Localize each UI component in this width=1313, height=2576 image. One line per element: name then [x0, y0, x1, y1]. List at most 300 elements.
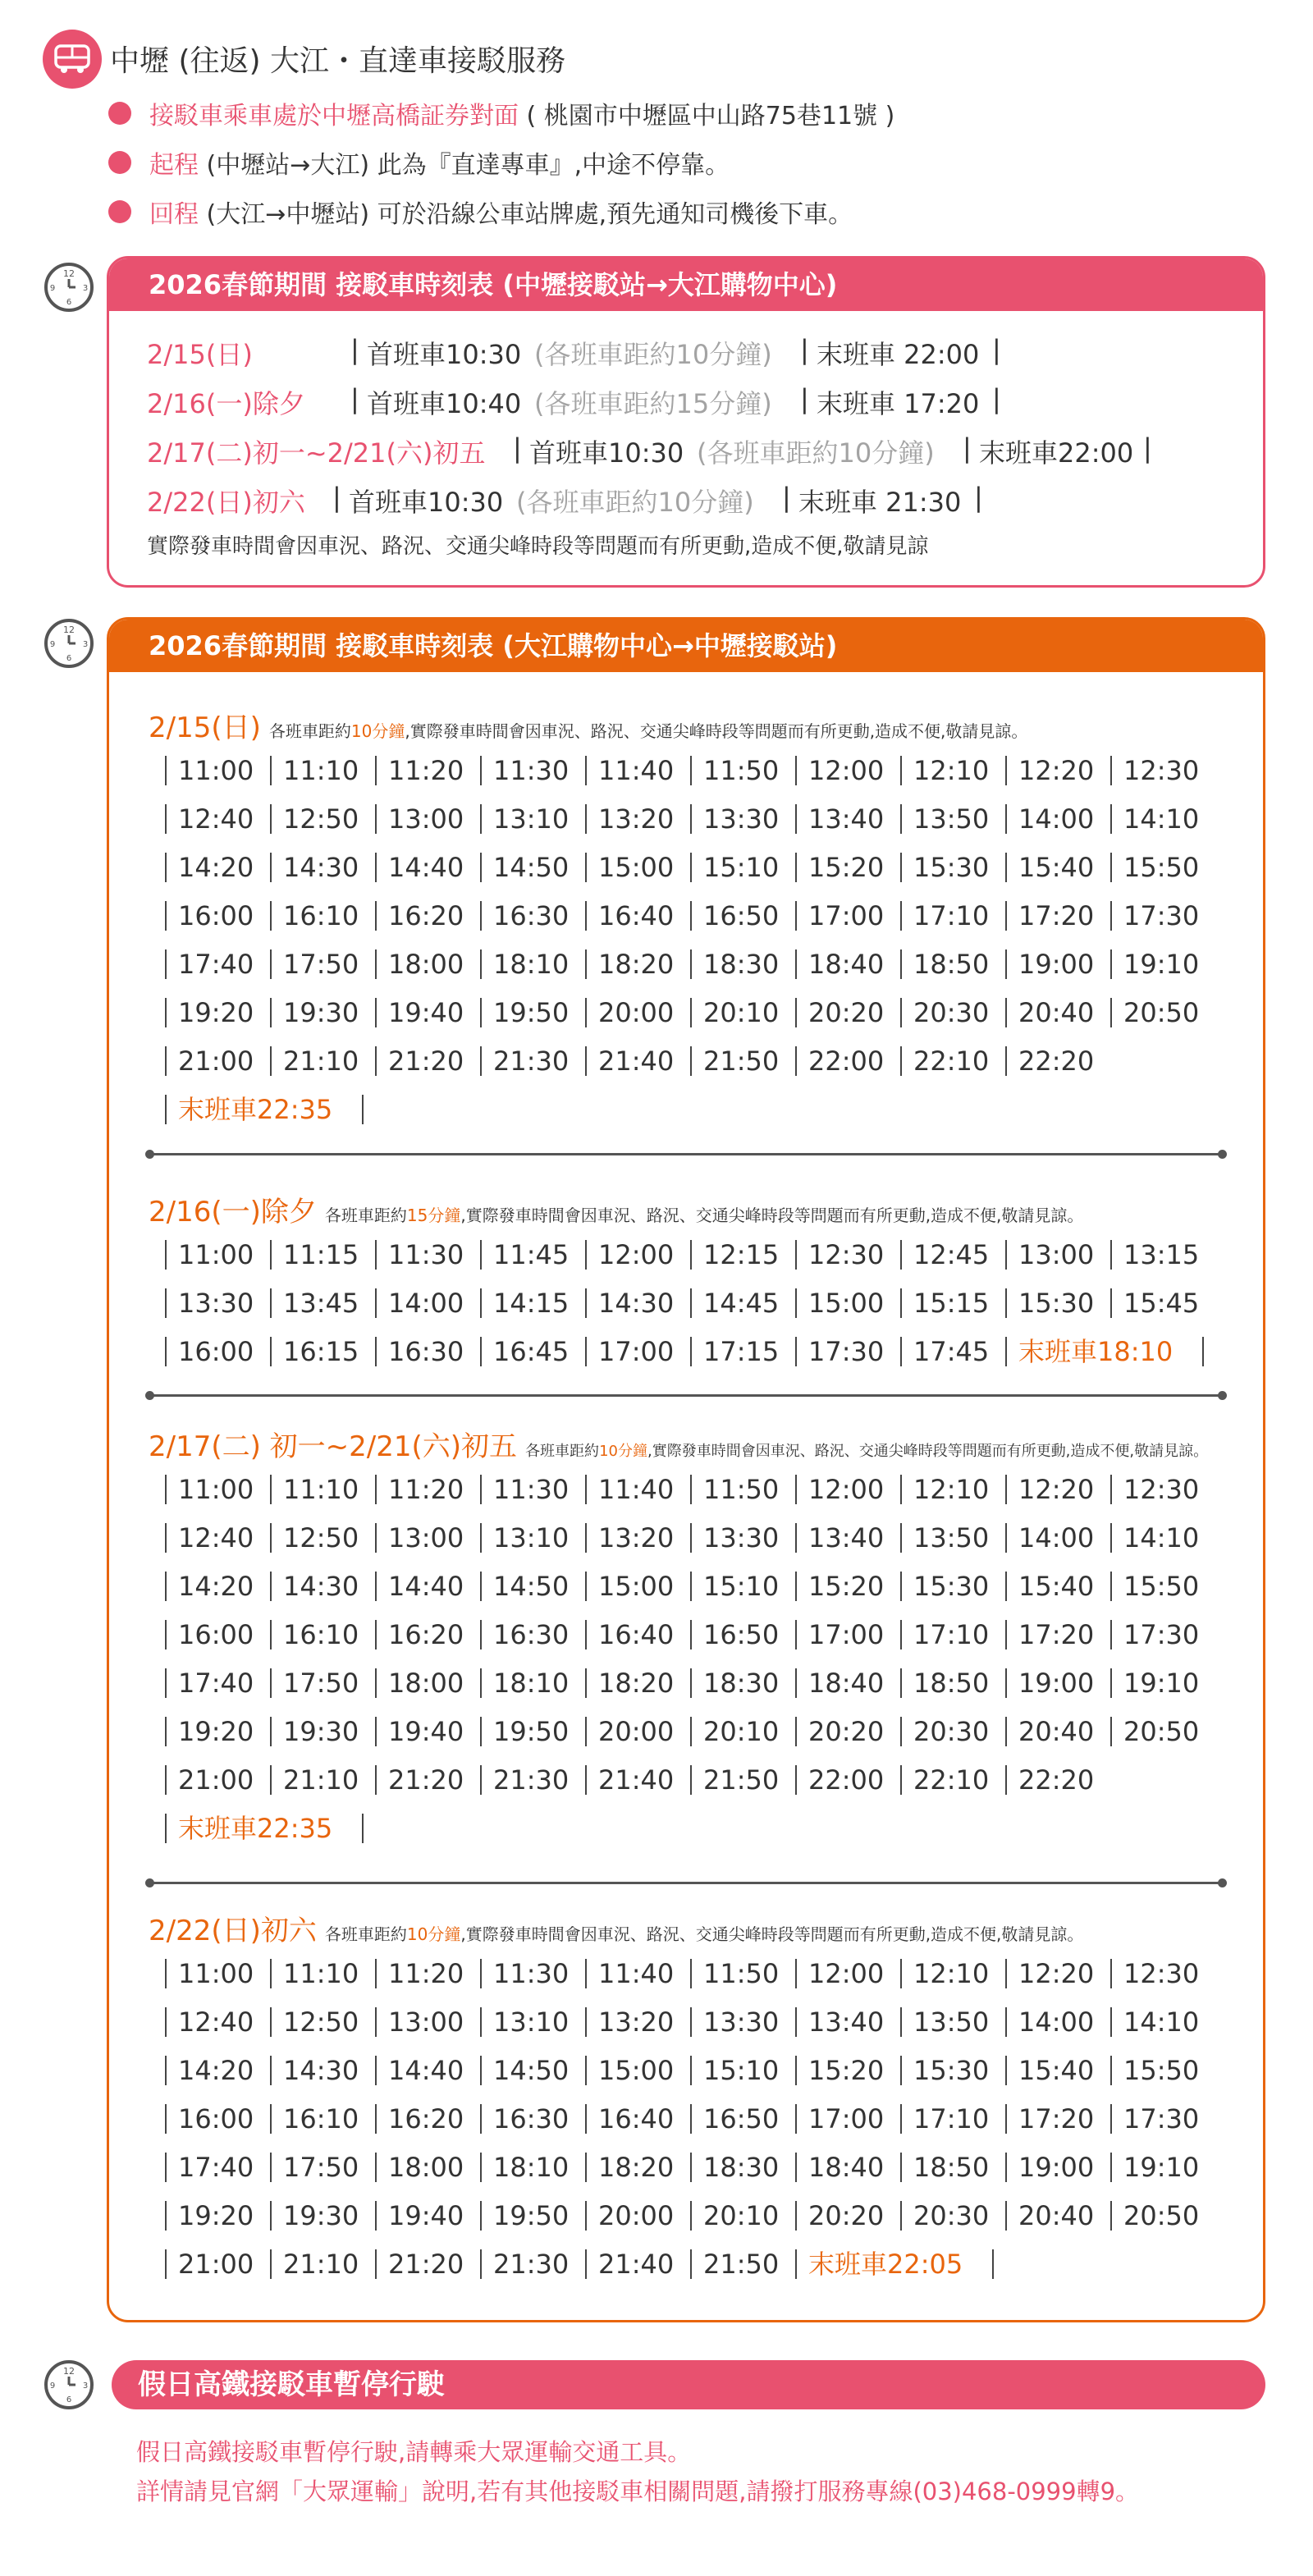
time-row: [149, 2240, 1232, 2288]
last-bus-cell: [165, 1810, 333, 1846]
departure-cell: [585, 2101, 690, 2137]
departure-time: 16:00: [178, 2103, 254, 2134]
day-header: [149, 1908, 1232, 1949]
departure-cell: [795, 1714, 900, 1750]
cell-separator: [900, 853, 902, 882]
cell-separator: [585, 998, 587, 1027]
cell-separator: [165, 2249, 167, 2279]
time-row: [149, 1085, 1232, 1133]
bullet-dot: [108, 200, 131, 223]
cell-separator: [480, 1523, 482, 1553]
departure-cell: [795, 1285, 900, 1321]
cell-separator: [480, 2104, 482, 2134]
cell-separator: [795, 1288, 797, 1318]
departure-time: 21:20: [388, 1764, 464, 1796]
cell-separator: [690, 2249, 692, 2279]
departure-time: 21:20: [388, 1045, 464, 1077]
cell-separator: [362, 1814, 364, 1843]
departure-cell: [480, 946, 585, 982]
day-block-0215: [149, 705, 1232, 1133]
cell-separator: [1005, 2104, 1007, 2134]
departure-cell: [1005, 946, 1110, 982]
departure-cell: [900, 753, 1005, 789]
departure-time: 16:30: [493, 2103, 570, 2134]
departure-time: 18:20: [598, 949, 675, 980]
departure-time: 12:30: [808, 1239, 885, 1270]
departure-time: 13:00: [388, 2006, 464, 2038]
time-row: [149, 2191, 1232, 2240]
departure-time: 16:30: [493, 900, 570, 931]
departure-time: 12:10: [913, 1958, 990, 1989]
cell-separator: [375, 1475, 377, 1504]
departure-time: 20:10: [703, 1716, 780, 1747]
departure-cell: [375, 1520, 480, 1556]
departure-cell: [165, 995, 270, 1031]
last-bus-time: 末班車22:35: [178, 1094, 333, 1125]
departure-cell: [585, 1568, 690, 1604]
cell-separator: [270, 1959, 272, 1988]
cell-separator: [690, 1668, 692, 1698]
cell-separator: [375, 853, 377, 882]
departure-time: 17:40: [178, 949, 254, 980]
departure-cell: [1005, 849, 1110, 885]
departure-cell: [375, 898, 480, 934]
departure-time: 11:10: [283, 1958, 359, 1989]
time-grid: [149, 746, 1232, 1133]
cell-separator: [480, 1475, 482, 1504]
departure-cell: [270, 1665, 375, 1701]
cell-separator: [165, 756, 167, 785]
cell-separator: [270, 998, 272, 1027]
departure-cell: [690, 1237, 795, 1273]
departure-time: 22:10: [913, 1045, 990, 1077]
departure-cell: [165, 2149, 270, 2185]
departure-time: 19:00: [1018, 1668, 1095, 1699]
cell-separator: [690, 1046, 692, 1076]
departure-cell: [795, 2198, 900, 2234]
cell-separator: [585, 1523, 587, 1553]
schedule-date: 2/15(日): [147, 339, 253, 370]
cell-separator: [585, 1288, 587, 1318]
cell-separator: [165, 2007, 167, 2037]
cell-separator: [900, 804, 902, 834]
schedule-date: 2/17(二)初一~2/21(六)初五: [147, 437, 486, 469]
schedule-note: 實際發車時間會因車況、路況、交通尖峰時段等問題而有所更動,造成不便,敬請見諒: [147, 534, 929, 559]
departure-cell: [690, 946, 795, 982]
time-row: [149, 1230, 1232, 1279]
cell-separator: [480, 1240, 482, 1270]
cell-separator: [270, 2007, 272, 2037]
departure-cell: [795, 1043, 900, 1079]
departure-time: 12:00: [808, 1474, 885, 1505]
departure-cell: [1110, 1617, 1215, 1653]
departure-time: 14:15: [493, 1288, 570, 1319]
svg-text:12: 12: [63, 625, 75, 635]
cell-separator: [690, 2153, 692, 2182]
cell-separator: [1110, 853, 1112, 882]
cell-separator: [690, 2201, 692, 2231]
cell-separator: [1110, 1668, 1112, 1698]
departure-time: 16:30: [388, 1336, 464, 1367]
departure-cell: [375, 2198, 480, 2234]
departure-cell: [375, 2052, 480, 2089]
departure-time: 15:20: [808, 852, 885, 883]
departure-time: 17:50: [283, 2152, 359, 2183]
departure-time: 15:20: [808, 2055, 885, 2086]
departure-time: 13:30: [178, 1288, 254, 1319]
departure-cell: [690, 1762, 795, 1798]
cell-separator: [690, 756, 692, 785]
departure-time: 14:00: [388, 1288, 464, 1319]
departure-cell: [900, 2149, 1005, 2185]
departure-time: 16:20: [388, 1619, 464, 1650]
departure-cell: [585, 1471, 690, 1508]
departure-cell: [795, 753, 900, 789]
cell-separator: [165, 1572, 167, 1601]
last-bus-time: 末班車18:10: [1018, 1336, 1173, 1367]
departure-cell: [585, 1714, 690, 1750]
info-detail: ( 桃園市中壢區中山路75巷11號 ): [519, 102, 895, 130]
departure-cell: [165, 1617, 270, 1653]
cell-separator: [1110, 1475, 1112, 1504]
cell-separator: [270, 1046, 272, 1076]
departure-cell: [900, 1471, 1005, 1508]
departure-time: 12:10: [913, 1474, 990, 1505]
departure-cell: [1005, 1568, 1110, 1604]
departure-cell: [480, 2246, 585, 2282]
departure-cell: [165, 1237, 270, 1273]
cell-separator: [375, 1717, 377, 1746]
departure-time: 20:20: [808, 1716, 885, 1747]
departure-cell: [165, 2004, 270, 2040]
cell-separator: [480, 1572, 482, 1601]
day-divider: [149, 1394, 1224, 1397]
hsr-shuttle-suspended-title: 假日高鐵接駁車暫停行駛: [112, 2360, 1265, 2409]
departure-time: 19:40: [388, 1716, 464, 1747]
departure-cell: [795, 1471, 900, 1508]
departure-time: 15:40: [1018, 2055, 1095, 2086]
cell-separator: [900, 2104, 902, 2134]
row-separator: |: [992, 383, 1001, 414]
note-prefix: 各班車距約: [324, 1924, 407, 1944]
cell-separator: [690, 2056, 692, 2085]
departure-time: 17:10: [913, 2103, 990, 2134]
departure-time: 18:10: [493, 2152, 570, 2183]
cell-separator: [690, 998, 692, 1027]
cell-separator: [585, 901, 587, 931]
departure-cell: [690, 1334, 795, 1370]
departure-cell: [690, 2052, 795, 2089]
clock-icon: [43, 2359, 95, 2411]
departure-time: 18:50: [913, 2152, 990, 2183]
departure-cell: [900, 1617, 1005, 1653]
departure-cell: [795, 1568, 900, 1604]
departure-cell: [480, 1520, 585, 1556]
departure-time: 13:30: [703, 803, 780, 835]
cell-separator: [165, 1959, 167, 1988]
departure-time: 11:20: [388, 1958, 464, 1989]
departure-time: 19:10: [1123, 949, 1200, 980]
cell-separator: [480, 901, 482, 931]
departure-cell: [585, 801, 690, 837]
departure-time: 11:00: [178, 1474, 254, 1505]
cell-separator: [900, 1717, 902, 1746]
cell-separator: [900, 2153, 902, 2182]
cell-separator: [375, 998, 377, 1027]
departure-cell: [1005, 2101, 1110, 2137]
departure-time: 19:20: [178, 2200, 254, 2231]
departure-cell: [690, 2004, 795, 2040]
departure-cell: [690, 2101, 795, 2137]
departure-time: 16:10: [283, 2103, 359, 2134]
cell-separator: [270, 756, 272, 785]
cell-separator: [1110, 2007, 1112, 2037]
time-row: [149, 1997, 1232, 2046]
departure-cell: [480, 1043, 585, 1079]
departure-time: 20:50: [1123, 2200, 1200, 2231]
departure-cell: [375, 1568, 480, 1604]
departure-time: 16:10: [283, 1619, 359, 1650]
info-emphasis: 接駁車乘車處於中壢高橋証券對面: [149, 102, 519, 130]
cell-separator: [375, 2201, 377, 2231]
departure-time: 13:10: [493, 1522, 570, 1553]
departure-cell: [165, 946, 270, 982]
cell-separator: [480, 1959, 482, 1988]
cell-separator: [795, 1475, 797, 1504]
departure-cell: [900, 995, 1005, 1031]
cell-separator: [165, 1288, 167, 1318]
cell-separator: [480, 1288, 482, 1318]
cell-separator: [165, 998, 167, 1027]
day-note: [325, 1924, 1084, 1944]
departure-cell: [375, 995, 480, 1031]
cell-separator: [795, 901, 797, 931]
cell-separator: [690, 1523, 692, 1553]
cell-separator: [585, 1337, 587, 1366]
departure-cell: [690, 1617, 795, 1653]
cell-separator: [1005, 901, 1007, 931]
cell-separator: [1110, 2056, 1112, 2085]
departure-time: 12:50: [283, 2006, 359, 2038]
cell-separator: [585, 1046, 587, 1076]
departure-time: 11:45: [493, 1239, 570, 1270]
departure-time: 20:40: [1018, 997, 1095, 1028]
departure-time: 12:50: [283, 803, 359, 835]
time-grid: [149, 1949, 1232, 2288]
departure-time: 12:45: [913, 1239, 990, 1270]
departure-cell: [165, 2246, 270, 2282]
info-item-pickup: [108, 92, 1274, 141]
cell-separator: [270, 1620, 272, 1649]
cell-separator: [480, 1337, 482, 1366]
cell-separator: [900, 1620, 902, 1649]
cell-separator: [375, 2056, 377, 2085]
departure-time: 11:50: [703, 1474, 780, 1505]
row-separator: |: [992, 334, 1001, 365]
time-row: [149, 794, 1232, 843]
departure-cell: [795, 849, 900, 885]
departure-cell: [480, 995, 585, 1031]
departure-time: 15:15: [913, 1288, 990, 1319]
departure-cell: [165, 1956, 270, 1992]
departure-time: 16:10: [283, 900, 359, 931]
departure-cell: [165, 1471, 270, 1508]
departure-cell: [1005, 2149, 1110, 2185]
departure-time: 21:00: [178, 2249, 254, 2280]
departure-cell: [480, 2149, 585, 2185]
departure-time: 18:30: [703, 1668, 780, 1699]
departure-cell: [165, 2052, 270, 2089]
departure-cell: [165, 753, 270, 789]
departure-cell: [375, 1285, 480, 1321]
departure-time: 16:30: [493, 1619, 570, 1650]
cell-separator: [900, 1475, 902, 1504]
departure-cell: [480, 1665, 585, 1701]
note-suffix: ,實際發車時間會因車況、路況、交通尖峰時段等問題而有所更動,造成不便,敬請見諒。: [405, 721, 1028, 741]
departure-cell: [900, 1956, 1005, 1992]
cell-separator: [690, 1765, 692, 1795]
departure-cell: [900, 1285, 1005, 1321]
departure-cell: [1005, 753, 1110, 789]
last-bus-time: 末班車22:05: [808, 2249, 963, 2280]
bus-interval: (各班車距約15分鐘): [534, 388, 772, 419]
departure-time: 14:50: [493, 2055, 570, 2086]
cell-separator: [165, 1475, 167, 1504]
cell-separator: [690, 1717, 692, 1746]
departure-time: 13:00: [388, 803, 464, 835]
cell-separator: [900, 2056, 902, 2085]
departure-time: 14:30: [283, 2055, 359, 2086]
cell-separator: [992, 2249, 994, 2279]
departure-time: 15:00: [808, 1288, 885, 1319]
clock-icon: [43, 617, 95, 670]
departure-cell: [585, 1665, 690, 1701]
departure-cell: [690, 1471, 795, 1508]
departure-time: 11:20: [388, 755, 464, 786]
day-note: [525, 1443, 1208, 1460]
row-separator: |: [782, 482, 791, 513]
departure-time: 11:30: [493, 1474, 570, 1505]
departure-time: 21:50: [703, 1045, 780, 1077]
cell-separator: [585, 853, 587, 882]
cell-separator: [585, 2201, 587, 2231]
departure-time: 17:30: [1123, 2103, 1200, 2134]
departure-time: 14:00: [1018, 1522, 1095, 1553]
departure-time: 15:30: [1018, 1288, 1095, 1319]
departure-cell: [1110, 995, 1215, 1031]
cell-separator: [270, 2104, 272, 2134]
svg-text:3: 3: [82, 2382, 89, 2391]
departure-time: 20:30: [913, 2200, 990, 2231]
departure-time: 14:00: [1018, 803, 1095, 835]
departure-time: 16:20: [388, 900, 464, 931]
departure-cell: [375, 1043, 480, 1079]
departure-cell: [480, 1714, 585, 1750]
departure-time: 11:50: [703, 755, 780, 786]
time-row: [149, 1562, 1232, 1610]
departure-cell: [585, 1956, 690, 1992]
cell-separator: [270, 1668, 272, 1698]
departure-time: 20:20: [808, 2200, 885, 2231]
departure-cell: [900, 946, 1005, 982]
departure-cell: [375, 946, 480, 982]
note-prefix: 各班車距約: [525, 1443, 600, 1460]
note-prefix: 各班車距約: [268, 721, 351, 741]
departure-cell: [795, 1237, 900, 1273]
departure-cell: [1110, 2101, 1215, 2137]
departure-cell: [900, 1334, 1005, 1370]
service-title: 中壢 (往返) 大江・直達車接駁服務: [110, 44, 565, 78]
cell-separator: [480, 756, 482, 785]
cell-separator: [480, 853, 482, 882]
cell-separator: [270, 1572, 272, 1601]
note-prefix: 各班車距約: [324, 1206, 407, 1225]
departure-cell: [585, 1237, 690, 1273]
departure-cell: [1005, 898, 1110, 934]
departure-cell: [480, 2198, 585, 2234]
departure-cell: [900, 1568, 1005, 1604]
departure-cell: [1110, 1714, 1215, 1750]
day-label: 2/17(二) 初一~2/21(六)初五: [149, 1430, 518, 1463]
day-label: 2/16(一)除夕: [149, 1196, 317, 1229]
departure-cell: [900, 1237, 1005, 1273]
departure-cell: [1005, 2052, 1110, 2089]
row-separator: |: [963, 432, 972, 464]
cell-separator: [1005, 2056, 1007, 2085]
departure-time: 19:50: [493, 2200, 570, 2231]
cell-separator: [585, 2249, 587, 2279]
departure-time: 13:20: [598, 1522, 675, 1553]
cell-separator: [585, 1572, 587, 1601]
departure-cell: [270, 1956, 375, 1992]
cell-separator: [900, 1572, 902, 1601]
first-bus: 首班車10:40: [367, 388, 522, 419]
departure-cell: [270, 995, 375, 1031]
departure-cell: [270, 753, 375, 789]
cell-separator: [1110, 1288, 1112, 1318]
departure-cell: [165, 2101, 270, 2137]
cell-separator: [690, 2007, 692, 2037]
departure-cell: [795, 1617, 900, 1653]
departure-time: 17:30: [1123, 900, 1200, 931]
cell-separator: [375, 1288, 377, 1318]
info-detail: (中壢站→大江) 此為『直達專車』,中途不停靠。: [199, 151, 730, 180]
time-row: [149, 940, 1232, 988]
departure-cell: [690, 753, 795, 789]
departure-cell: [1005, 995, 1110, 1031]
departure-cell: [585, 2004, 690, 2040]
departure-time: 20:00: [598, 1716, 675, 1747]
last-bus: 末班車 17:20: [817, 388, 980, 419]
cell-separator: [900, 998, 902, 1027]
cell-separator: [375, 1337, 377, 1366]
cell-separator: [690, 1337, 692, 1366]
departure-time: 21:10: [283, 2249, 359, 2280]
departure-time: 13:10: [493, 803, 570, 835]
schedule-to-station-title: 2026春節期間 接駁車時刻表 (大江購物中心→中壢接駁站): [109, 620, 1263, 672]
departure-time: 15:10: [703, 1571, 780, 1602]
departure-time: 18:20: [598, 2152, 675, 2183]
departure-time: 14:40: [388, 852, 464, 883]
cell-separator: [900, 1668, 902, 1698]
cell-separator: [690, 2104, 692, 2134]
svg-text:9: 9: [49, 284, 56, 293]
row-separator: |: [350, 383, 359, 414]
row-separator: |: [974, 482, 983, 513]
departure-cell: [1110, 1520, 1215, 1556]
departure-cell: [900, 898, 1005, 934]
departure-time: 17:00: [808, 2103, 885, 2134]
